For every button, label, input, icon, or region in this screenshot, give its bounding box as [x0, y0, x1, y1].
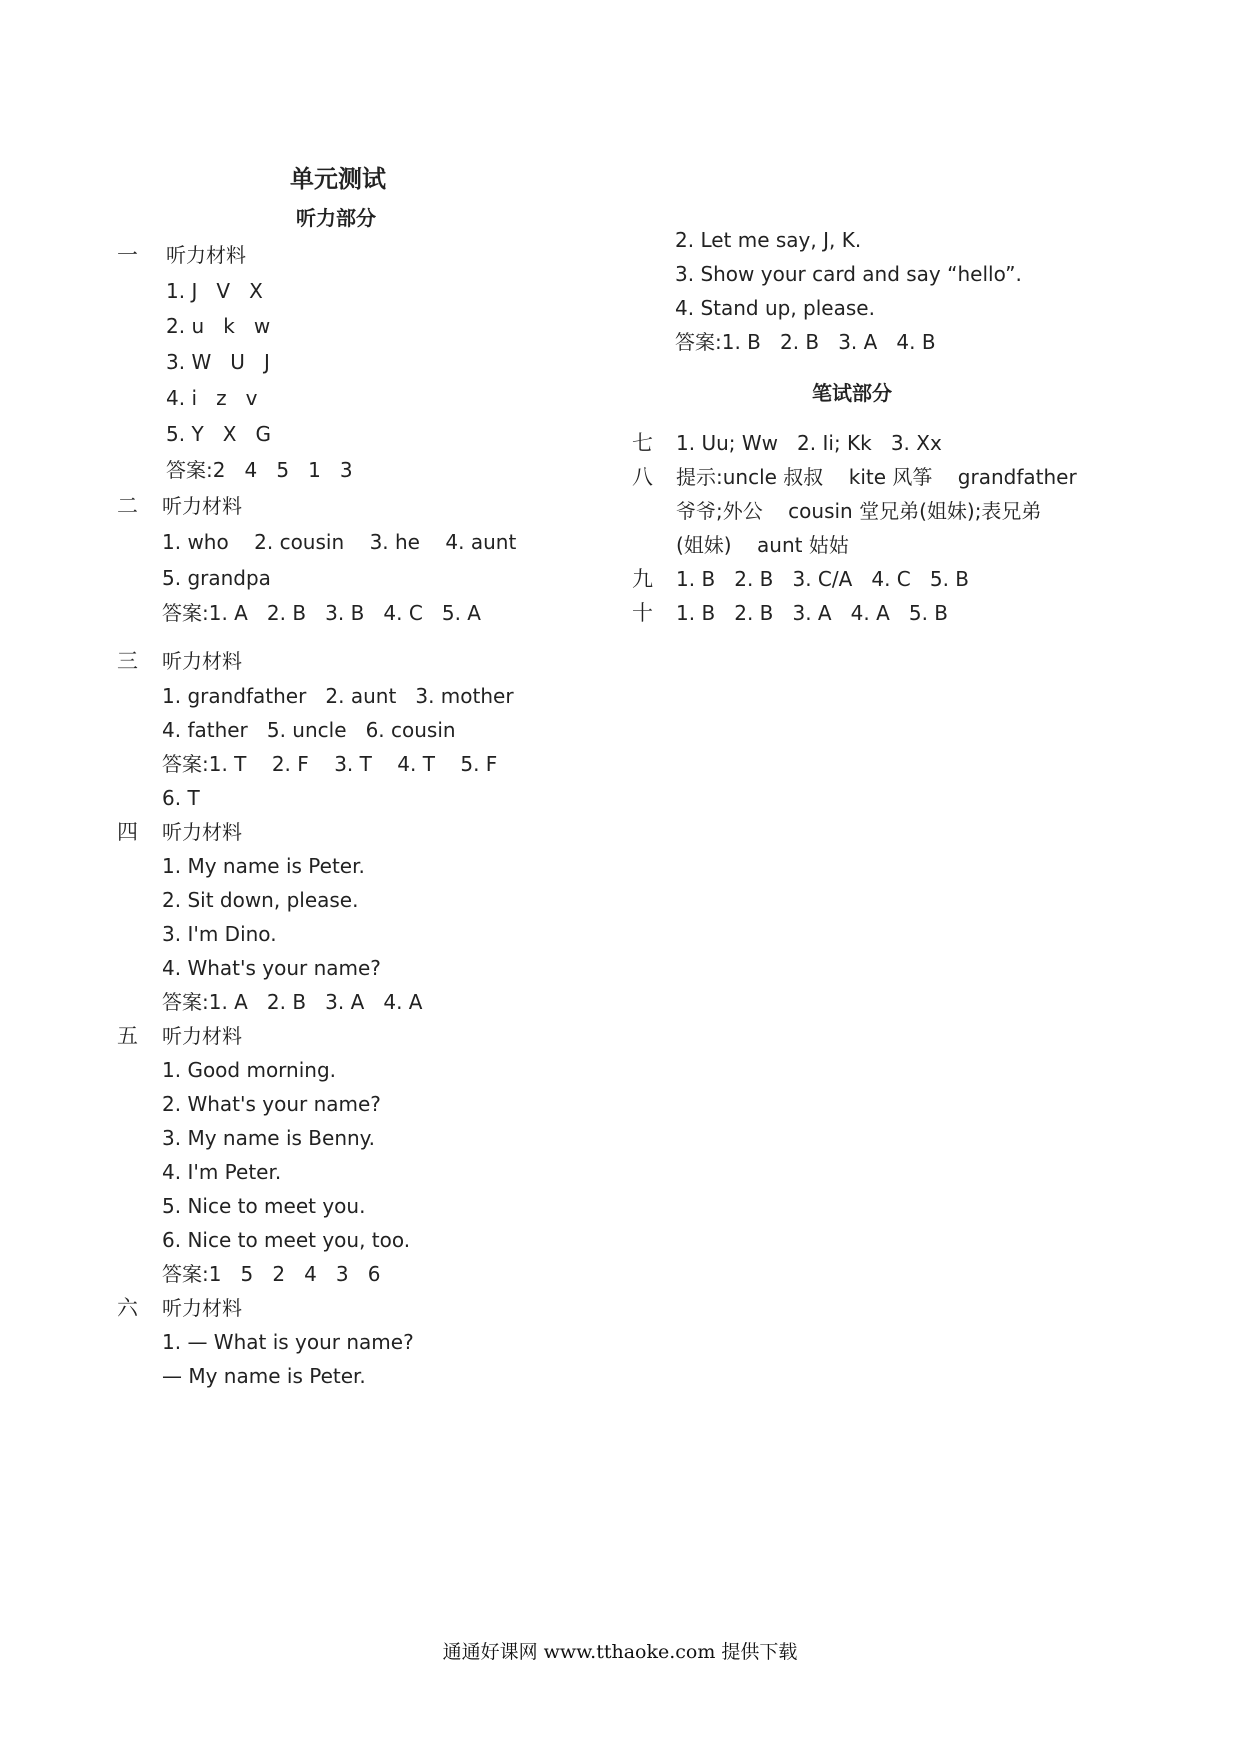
- answer-line: 答案:1 5 2 4 3 6: [162, 1262, 381, 1286]
- section-label: 听力材料: [162, 820, 242, 844]
- section-number: 二: [117, 494, 138, 518]
- section-number: 一: [117, 243, 138, 267]
- answer-line: 答案:1. B 2. B 3. A 4. B: [675, 330, 936, 354]
- section-number: 三: [117, 649, 138, 673]
- answer-line: 1. Uu; Ww 2. Ii; Kk 3. Xx: [676, 431, 942, 455]
- answer-line: 1. B 2. B 3. A 4. A 5. B: [676, 601, 949, 625]
- section-number: 九: [632, 567, 653, 591]
- answer-line: 1. B 2. B 3. C/A 4. C 5. B: [676, 567, 969, 591]
- list-item: 1. My name is Peter.: [162, 854, 365, 878]
- list-item: 4. father 5. uncle 6. cousin: [162, 718, 456, 742]
- section-label: 听力材料: [162, 1296, 242, 1320]
- list-item: 2. u k w: [166, 314, 271, 338]
- answer-line: 答案:1. T 2. F 3. T 4. T 5. F: [162, 752, 498, 776]
- list-item: 3. I'm Dino.: [162, 922, 277, 946]
- answer-line: 答案:1. A 2. B 3. A 4. A: [162, 990, 423, 1014]
- answer-line-continued: 6. T: [162, 786, 200, 810]
- section-number: 五: [117, 1024, 138, 1048]
- section-label: 听力材料: [162, 649, 242, 673]
- list-item: 4. I'm Peter.: [162, 1160, 282, 1184]
- list-item: 1. grandfather 2. aunt 3. mother: [162, 684, 514, 708]
- listening-heading: 听力部分: [296, 206, 376, 230]
- list-item: 3. Show your card and say “hello”.: [675, 262, 1022, 286]
- list-item: 2. What's your name?: [162, 1092, 381, 1116]
- footer-credit: 通通好课网 www.tthaoke.com 提供下载: [442, 1641, 798, 1663]
- hint-line: 爷爷;外公 cousin 堂兄弟(姐妹);表兄弟: [676, 499, 1042, 523]
- section-label: 听力材料: [162, 494, 242, 518]
- list-item: 1. — What is your name?: [162, 1330, 414, 1354]
- list-item: 4. What's your name?: [162, 956, 381, 980]
- list-item: 3. My name is Benny.: [162, 1126, 376, 1150]
- list-item: 5. Y X G: [166, 422, 271, 446]
- hint-line: 提示:uncle 叔叔 kite 风筝 grandfather: [676, 465, 1077, 489]
- list-item: 5. Nice to meet you.: [162, 1194, 366, 1218]
- section-number: 八: [632, 465, 653, 489]
- section-number: 六: [117, 1296, 138, 1320]
- answer-line: 答案:1. A 2. B 3. B 4. C 5. A: [162, 601, 481, 625]
- section-label: 听力材料: [162, 1024, 242, 1048]
- list-item: 5. grandpa: [162, 566, 271, 590]
- list-item: 1. Good morning.: [162, 1058, 337, 1082]
- writing-heading: 笔试部分: [812, 381, 892, 405]
- section-number: 四: [117, 820, 138, 844]
- section-label: 听力材料: [166, 243, 246, 267]
- section-number: 十: [632, 601, 653, 625]
- answer-line: 答案:2 4 5 1 3: [166, 458, 353, 482]
- section-number: 七: [632, 431, 653, 455]
- page-title: 单元测试: [290, 165, 386, 193]
- list-item: 2. Sit down, please.: [162, 888, 359, 912]
- list-item: 1. who 2. cousin 3. he 4. aunt: [162, 530, 517, 554]
- list-item: 4. Stand up, please.: [675, 296, 875, 320]
- list-item: 2. Let me say, J, K.: [675, 228, 862, 252]
- list-item: — My name is Peter.: [162, 1364, 366, 1388]
- list-item: 4. i z v: [166, 386, 258, 410]
- list-item: 1. J V X: [166, 279, 263, 303]
- list-item: 6. Nice to meet you, too.: [162, 1228, 411, 1252]
- hint-line: (姐妹) aunt 姑姑: [676, 533, 849, 557]
- list-item: 3. W U J: [166, 350, 270, 374]
